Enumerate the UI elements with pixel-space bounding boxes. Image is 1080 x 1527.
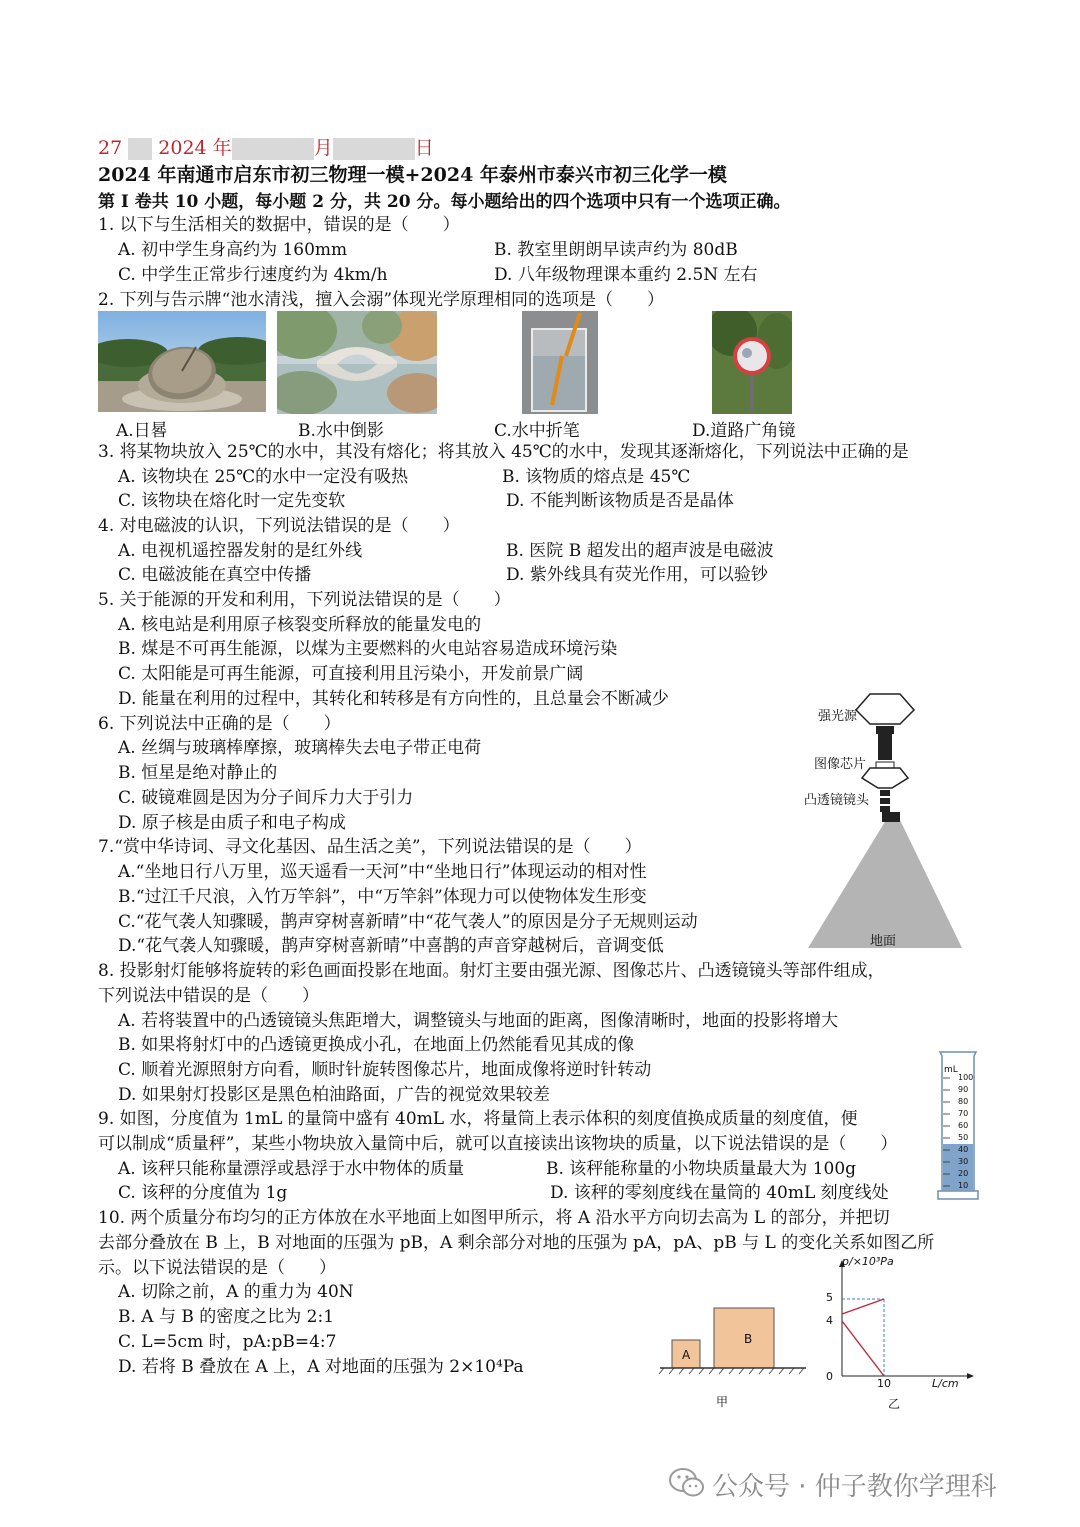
graph-y-tick-4: 4: [826, 1314, 833, 1327]
cylinder-tick-100: 100: [958, 1073, 974, 1082]
q2-option-c: C.水中折笔: [494, 421, 580, 441]
q10-option-a: A. 切除之前，A 的重力为 40N: [118, 1282, 354, 1302]
exam-title: 2024 年南通市启东市初三物理一模+2024 年泰州市泰兴市初三化学一模: [98, 164, 727, 186]
q5-option-c: C. 太阳能是可再生能源，可直接利用且污染小，开发前景广阔: [118, 664, 584, 684]
header-month: 月: [313, 137, 333, 159]
q6-option-a: A. 丝绸与玻璃棒摩擦，玻璃棒失去电子带正电荷: [118, 738, 482, 758]
q10-stem-line1: 10. 两个质量分布均匀的正方体放在水平地面上如图甲所示，将 A 沿水平方向切去高为 L 的部分，并把切: [98, 1208, 890, 1228]
q9-option-b: B. 该秤能称量的小物块质量最大为 100g: [546, 1159, 857, 1179]
cylinder-tick-80: 80: [958, 1097, 969, 1106]
q6-option-c: C. 破镜难圆是因为分子间斥力大于引力: [118, 788, 414, 808]
q4-option-d: D. 紫外线具有荧光作用，可以验钞: [506, 565, 768, 585]
q9-stem-line2: 可以制成“质量秤”，某些小物块放入量筒中后，就可以直接读出该物块的质量，以下说法错误的是（ ）: [98, 1134, 898, 1154]
header-blank-day: [333, 138, 415, 160]
cylinder-tick-90: 90: [958, 1085, 969, 1094]
figure-yi-graph: [820, 1258, 980, 1388]
q9-option-c: C. 该秤的分度值为 1g: [118, 1183, 288, 1203]
q8-option-b: B. 如果将射灯中的凸透镜更换成小孔，在地面上仍然能看见其成的像: [118, 1035, 635, 1055]
q8-option-c: C. 顺着光源照射方向看，顺时针旋转图像芯片，地面成像将逆时针转动: [118, 1060, 652, 1080]
graph-x-axis-label: L/cm: [932, 1377, 959, 1390]
header-blank-month: [232, 138, 314, 160]
cylinder-unit: mL: [944, 1065, 958, 1075]
figure-jia-caption: 甲: [716, 1395, 729, 1409]
header-day: 日: [414, 137, 434, 159]
q3-option-c: C. 该物块在熔化时一定先变软: [118, 491, 346, 511]
q6-stem: 6. 下列说法中正确的是（ ）: [98, 714, 341, 734]
cylinder-tick-50: 50: [958, 1133, 969, 1142]
section-heading: 第 I 卷共 10 小题，每小题 2 分，共 20 分。每小题给出的四个选项中只有一个选项正确。: [98, 192, 791, 212]
cylinder-tick-60: 60: [958, 1121, 969, 1130]
cylinder-tick-10: 10: [958, 1181, 969, 1190]
q9-option-a: A. 该秤只能称量漂浮或悬浮于水中物体的质量: [118, 1159, 465, 1179]
q2-option-a: A.日晷: [116, 421, 168, 441]
q3-option-a: A. 该物块在 25℃的水中一定没有吸热: [118, 467, 409, 487]
figure-yi-caption: 乙: [888, 1397, 901, 1411]
q4-option-a: A. 电视机遥控器发射的是红外线: [118, 541, 363, 561]
q7-option-a: A.“坐地日行八万里，巡天遥看一天河”中“坐地日行”体现运动的相对性: [118, 862, 647, 882]
graph-x-tick-10: 10: [877, 1377, 891, 1390]
watermark-text: 公众号 · 仲子教你学理科: [712, 1472, 997, 1502]
q10-option-b: B. A 与 B 的密度之比为 2:1: [118, 1307, 335, 1327]
projector-label-ground: 地面: [870, 934, 897, 949]
graph-y-tick-5: 5: [826, 1291, 833, 1304]
q8-option-d: D. 如果射灯投影区是黑色柏油路面，广告的视觉效果较差: [118, 1085, 550, 1105]
q4-option-b: B. 医院 B 超发出的超声波是电磁波: [506, 541, 774, 561]
q1-option-d: D. 八年级物理课本重约 2.5N 左右: [494, 265, 758, 285]
projector-label-chip: 图像芯片: [814, 757, 867, 772]
q10-option-c: C. L=5cm 时，pA:pB=4:7: [118, 1332, 337, 1352]
graph-origin-label: 0: [826, 1370, 833, 1383]
q2-stem: 2. 下列与告示牌“池水清浅，擅入会溺”体现光学原理相同的选项是（ ）: [98, 290, 665, 310]
convex-mirror-photo: [712, 311, 792, 414]
q5-option-d: D. 能量在利用的过程中，其转化和转移是有方向性的，且总量会不断减少: [118, 689, 669, 709]
q10-stem-line2: 去部分叠放在 B 上，B 对地面的压强为 pB，A 剩余部分对地的压强为 pA，pA、pB 与 L 的变化关系如图乙所: [98, 1233, 935, 1253]
q1-stem: 1. 以下与生活相关的数据中，错误的是（ ）: [98, 215, 460, 235]
q1-option-b: B. 教室里朗朗早读声约为 80dB: [494, 240, 738, 260]
q1-option-c: C. 中学生正常步行速度约为 4km/h: [118, 265, 388, 285]
header-blank-0: [128, 138, 152, 160]
q5-stem: 5. 关于能源的开发和利用，下列说法错误的是（ ）: [98, 590, 511, 610]
q2-option-b: B.水中倒影: [298, 421, 384, 441]
q3-option-d: D. 不能判断该物质是否是晶体: [506, 491, 734, 511]
wechat-icon: [668, 1466, 706, 1504]
cylinder-tick-20: 20: [958, 1169, 969, 1178]
q7-option-c: C.“花气袭人知骤暖，鹊声穿树喜新晴”中“花气袭人”的原因是分子无规则运动: [118, 912, 698, 932]
q10-option-d: D. 若将 B 叠放在 A 上，A 对地面的压强为 2×10⁴Pa: [118, 1357, 524, 1377]
bridge-reflection-photo: [277, 311, 437, 414]
header-number: 27: [98, 137, 123, 159]
sundial-photo: [98, 311, 266, 412]
q8-option-a: A. 若将装置中的凸透镜镜头焦距增大，调整镜头与地面的距离，图像清晰时，地面的投影将增大: [118, 1011, 839, 1031]
cylinder-tick-30: 30: [958, 1157, 969, 1166]
graph-y-axis-label: p/×10³Pa: [842, 1255, 894, 1268]
q6-option-b: B. 恒星是绝对静止的: [118, 763, 278, 783]
block-a-label: A: [682, 1348, 691, 1362]
q4-option-c: C. 电磁波能在真空中传播: [118, 565, 312, 585]
header-year: 2024 年: [158, 137, 232, 159]
q5-option-b: B. 煤是不可再生能源，以煤为主要燃料的火电站容易造成环境污染: [118, 639, 618, 659]
cylinder-tick-40: 40: [958, 1145, 969, 1154]
projector-diagram: [800, 692, 970, 952]
q9-stem-line1: 9. 如图，分度值为 1mL 的量筒中盛有 40mL 水，将量筒上表示体积的刻度值换成质量的刻度值，便: [98, 1109, 858, 1129]
q1-option-a: A. 初中学生身高约为 160mm: [118, 240, 348, 260]
q6-option-d: D. 原子核是由质子和电子构成: [118, 813, 346, 833]
cylinder-tick-70: 70: [958, 1109, 969, 1118]
header-line: [98, 133, 434, 160]
q7-option-b: B.“过江千尺浪，入竹万竿斜”，中“万竿斜”体现力可以使物体发生形变: [118, 887, 647, 907]
block-b-label: B: [744, 1332, 753, 1346]
q4-stem: 4. 对电磁波的认识，下列说法错误的是（ ）: [98, 516, 460, 536]
q9-option-d: D. 该秤的零刻度线在量筒的 40mL 刻度线处: [550, 1183, 889, 1203]
q2-option-d: D.道路广角镜: [692, 421, 796, 441]
projector-label-light: 强光源: [818, 709, 858, 724]
q8-stem-line1: 8. 投影射灯能够将旋转的彩色画面投影在地面。射灯主要由强光源、图像芯片、凸透镜镜头等部件组成，: [98, 961, 885, 981]
q7-option-d: D.“花气袭人知骤暖，鹊声穿树喜新晴”中喜鹊的声音穿越树后，音调变低: [118, 936, 664, 956]
q5-option-a: A. 核电站是利用原子核裂变所释放的能量发电的: [118, 615, 482, 635]
refracted-pencil-photo: [522, 311, 598, 414]
q7-stem: 7.“赏中华诗词、寻文化基因、品生活之美”，下列说法错误的是（ ）: [98, 837, 642, 857]
cylinder-scale: [958, 1072, 973, 1192]
q8-stem-line2: 下列说法中错误的是（ ）: [98, 986, 319, 1006]
projector-label-lens: 凸透镜镜头: [804, 793, 870, 808]
q3-option-b: B. 该物质的熔点是 45℃: [502, 467, 691, 487]
figure-jia-blocks: [658, 1306, 808, 1376]
q3-stem: 3. 将某物块放入 25℃的水中，其没有熔化；将其放入 45℃的水中，发现其逐渐熔化，下列说法中正确的是: [98, 442, 909, 462]
q10-stem-line3: 示。以下说法错误的是（ ）: [98, 1258, 336, 1278]
